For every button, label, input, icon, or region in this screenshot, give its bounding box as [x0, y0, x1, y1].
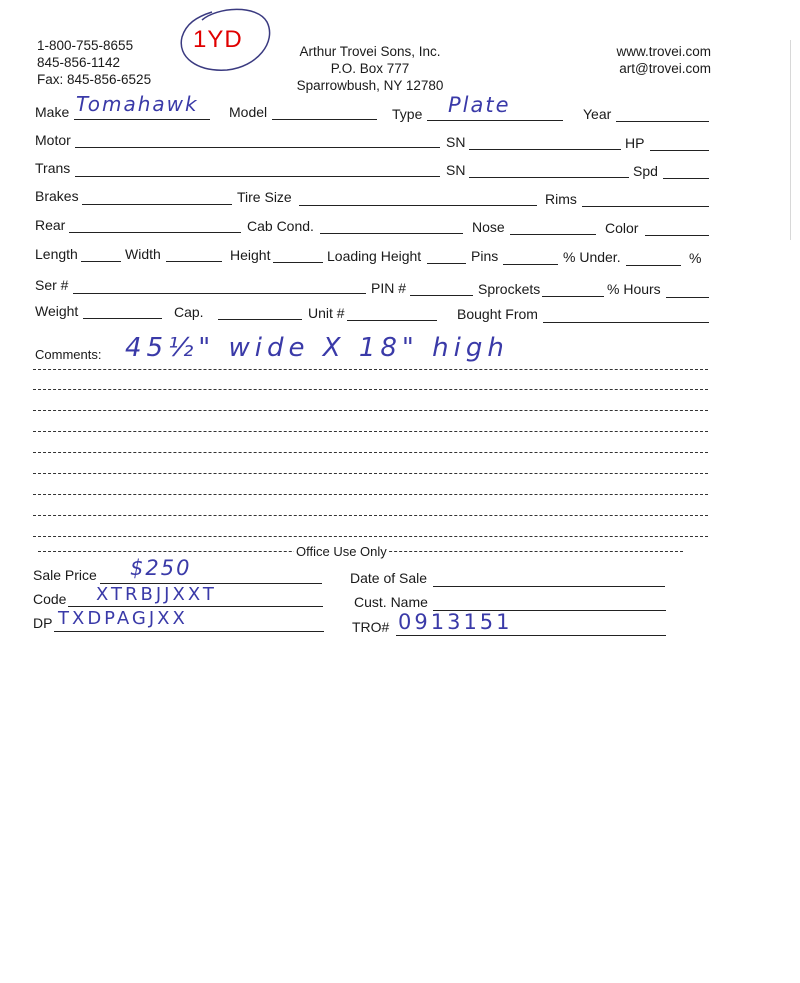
pct-sign: %: [689, 250, 702, 266]
sale-price-label: Sale Price: [33, 567, 97, 583]
width-field[interactable]: [166, 261, 222, 262]
loading-height-label: Loading Height: [327, 248, 422, 264]
year-field[interactable]: [616, 121, 709, 122]
cap-label: Cap.: [174, 304, 204, 320]
comment-line-1[interactable]: [33, 369, 708, 370]
brakes-label: Brakes: [35, 188, 79, 204]
scan-edge: [790, 40, 791, 240]
website: www.trovei.com: [616, 44, 711, 59]
comment-line-3[interactable]: [33, 410, 708, 411]
comment-line-2[interactable]: [33, 389, 708, 390]
tire-size-field[interactable]: [299, 205, 537, 206]
dp-field[interactable]: [54, 631, 324, 632]
dp-label: DP: [33, 615, 53, 631]
comment-line-4[interactable]: [33, 431, 708, 432]
unit-field[interactable]: [347, 320, 437, 321]
sprockets-label: Sprockets: [478, 281, 541, 297]
rear-label: Rear: [35, 217, 66, 233]
email: art@trovei.com: [619, 61, 711, 76]
weight-label: Weight: [35, 303, 79, 319]
tire-size-label: Tire Size: [237, 189, 292, 205]
trans-sn-label: SN: [446, 162, 466, 178]
rims-field[interactable]: [582, 206, 709, 207]
nose-label: Nose: [472, 219, 505, 235]
office-use-label: Office Use Only: [296, 544, 387, 559]
motor-sn-field[interactable]: [469, 149, 621, 150]
ser-label: Ser #: [35, 277, 69, 293]
weight-field[interactable]: [83, 318, 162, 319]
pct-hours-field[interactable]: [666, 297, 709, 298]
pct-hours-label: % Hours: [607, 281, 661, 297]
spd-label: Spd: [633, 163, 658, 179]
color-field[interactable]: [645, 235, 709, 236]
phone-local: 845-856-1142: [37, 55, 121, 70]
cab-cond-field[interactable]: [320, 233, 463, 234]
tro-label: TRO#: [352, 619, 390, 635]
comment-line-9[interactable]: [33, 536, 708, 537]
stamp-label: 1YD: [193, 26, 243, 53]
tro-field[interactable]: [396, 635, 666, 636]
trans-sn-field[interactable]: [469, 177, 629, 178]
make-value: Tomahawk: [76, 92, 199, 116]
model-label: Model: [229, 104, 268, 120]
rear-field[interactable]: [69, 232, 241, 233]
cust-name-label: Cust. Name: [354, 594, 428, 610]
sale-price-value: $250: [130, 556, 192, 580]
motor-sn-label: SN: [446, 134, 466, 150]
comment-line-8[interactable]: [33, 515, 708, 516]
length-field[interactable]: [81, 261, 121, 262]
cap-field[interactable]: [218, 319, 302, 320]
brakes-field[interactable]: [82, 204, 232, 205]
type-label: Type: [392, 106, 423, 122]
unit-label: Unit #: [308, 305, 345, 321]
cab-cond-label: Cab Cond.: [247, 218, 314, 234]
motor-field[interactable]: [75, 147, 440, 148]
company-name: Arthur Trovei Sons, Inc.: [299, 44, 441, 59]
pin-label: PIN #: [371, 280, 407, 296]
rims-label: Rims: [545, 191, 577, 207]
comment-line-5[interactable]: [33, 452, 708, 453]
phone-block: [37, 37, 151, 88]
type-value: Plate: [448, 93, 511, 117]
hp-label: HP: [625, 135, 645, 151]
height-label: Height: [230, 247, 271, 263]
hp-field[interactable]: [650, 150, 709, 151]
web-contact: [616, 43, 711, 77]
type-field[interactable]: [427, 120, 563, 121]
color-label: Color: [605, 220, 639, 236]
date-of-sale-field[interactable]: [433, 586, 665, 587]
city-state-zip: Sparrowbush, NY 12780: [296, 78, 444, 93]
code-value: XTRBJJXXT: [96, 584, 217, 605]
date-of-sale-label: Date of Sale: [350, 570, 428, 586]
comments-value: 45½" wide X 18" high: [125, 333, 509, 363]
loading-height-field[interactable]: [427, 263, 466, 264]
sprockets-field[interactable]: [542, 296, 604, 297]
comment-line-6[interactable]: [33, 473, 708, 474]
fax-number: Fax: 845-856-6525: [37, 72, 152, 87]
pins-field[interactable]: [503, 264, 558, 265]
phone-toll-free: 1-800-755-8655: [37, 38, 134, 53]
make-label: Make: [35, 104, 70, 120]
pct-under-label: % Under.: [563, 249, 621, 265]
bought-from-field[interactable]: [543, 322, 709, 323]
code-field[interactable]: [68, 606, 323, 607]
pin-field[interactable]: [410, 295, 473, 296]
company-address: [270, 43, 470, 94]
tro-value: 0913151: [398, 610, 513, 634]
comments-label: Comments:: [35, 347, 102, 362]
year-label: Year: [583, 106, 612, 122]
height-field[interactable]: [273, 262, 323, 263]
pct-under-field[interactable]: [626, 265, 681, 266]
nose-field[interactable]: [510, 234, 596, 235]
trans-field[interactable]: [75, 176, 440, 177]
code-label: Code: [33, 591, 67, 607]
spd-field[interactable]: [663, 178, 709, 179]
pins-label: Pins: [471, 248, 499, 264]
motor-label: Motor: [35, 132, 71, 148]
po-box: P.O. Box 777: [330, 61, 410, 76]
comment-line-7[interactable]: [33, 494, 708, 495]
bought-from-label: Bought From: [457, 306, 538, 322]
ser-field[interactable]: [73, 293, 366, 294]
length-label: Length: [35, 246, 78, 262]
model-field[interactable]: [272, 119, 377, 120]
dp-value: TXDPAGJXX: [58, 608, 188, 629]
trans-label: Trans: [35, 160, 71, 176]
width-label: Width: [125, 246, 161, 262]
make-field[interactable]: [74, 119, 210, 120]
